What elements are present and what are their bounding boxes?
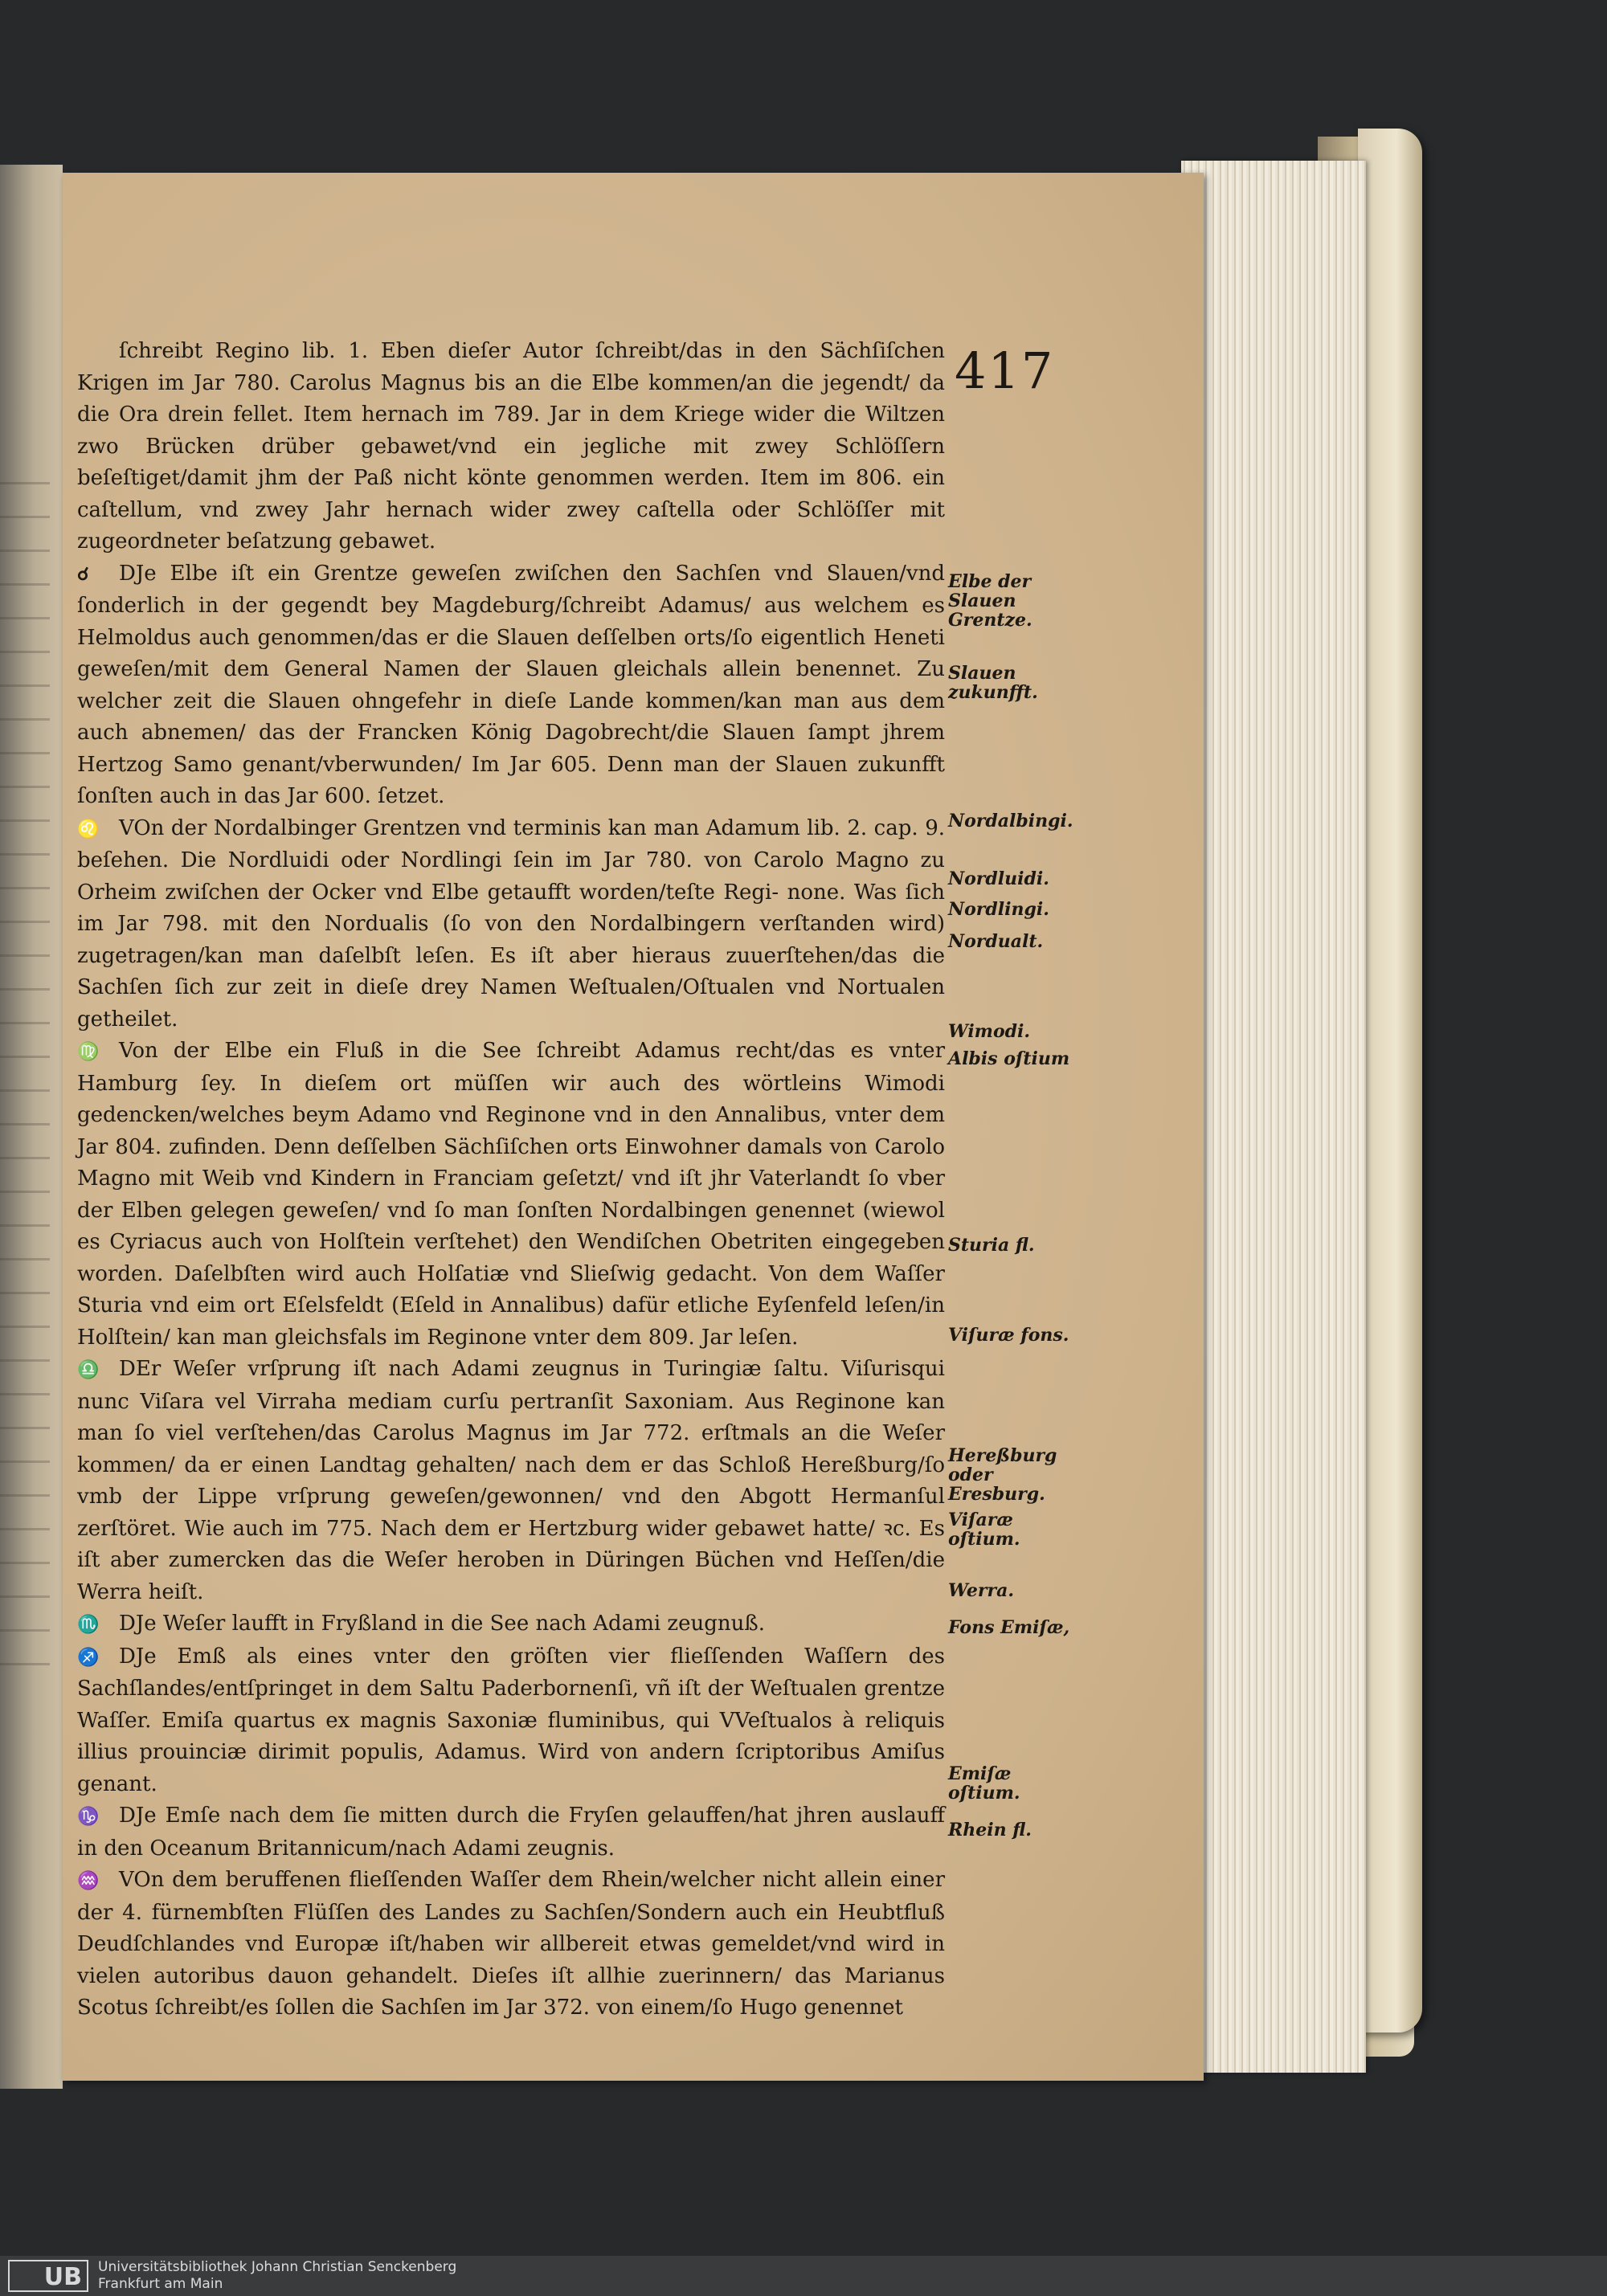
paragraph (77, 1036, 945, 1354)
paragraph-text: VOn dem beruffenen flieſſenden Waſſer dem Rhein/welcher nicht allein einer der 4. fürnembſten Flüſſen des Landes zu Sachſen/Sondern auch ein Heubtfluß Deudſchlandes vnd Europæ iſt/haben wir allbereit etwas gemeldet/vnd wird in vielen autoribus dauon gehandelt. Dieſes iſt allhie zuerinnern/ das Marianus Scotus ſchreibt/es ſollen die Sachſen im Jar 372. von einem/ſo Hugo genennet (77, 1868, 945, 2020)
paragraph (77, 1608, 945, 1641)
paragraph (77, 336, 945, 558)
margin-note: Wimodi. (948, 1021, 1031, 1042)
paragraph-text: VOn der Nordalbinger Grentzen vnd terminis kan man Adamum lib. 2. cap. 9. beſehen. Die Nordluidi oder Nordlingi ſein im Jar 780. von Carolo Magno zu Orheim zwiſchen der Ocker vnd Elbe getaufft worden/teſte Regi‑ none. Was ſich im Jar 798. mit den Nordualis (ſo von den Nordalbingern verſtanden wird) zugetragen/kan man daſelbſt leſen. Es iſt aber hieraus zuuerſtehen/das die Sachſen ſich zur zeit in dieſe drey Namen Weſtualen/Oſtualen vnd Nortualen getheilet. (77, 815, 945, 1032)
paragraph-text: DJe Weſer laufft in Fryßland in die See nach Adami zeugnuß. (119, 1612, 766, 1636)
library-logo: UB (8, 2260, 88, 2292)
paragraph-text: Von der Elbe ein Fluß in die See ſchreibt Adamus recht/das es vnter Hamburg ſey. In dieſem ort müſſen wir auch des wörtleins Wimodi gedencken/welches beym Adamo vnd Reginone vnd in den Annalibus, vnter dem Jar 804. zufinden. Denn deſſelben Sächſiſchen orts Einwohner damals von Carolo Magno mit Weib vnd Kindern in Franciam geſetzt/ vnd iſt jhr Vaterlandt ſo vber der Elben gelegen geweſen/ vnd ſo man ſonſten Nordalbingen genennet (wiewol es Cyriacus auch von Holſtein verſtehet) den Wendiſchen Obetriten eingegeben worden. Daſelbſten wird auch Holſatiæ vnd Slieſwig gedacht. Von dem Waſſer Sturia vnd eim ort Eſelsfeldt (Eſeld in Annalibus) dafür etliche Eyſenfeld leſen/in Holſtein/ kan man gleichsfals im Reginone vnter dem 809. Jar leſen. (77, 1039, 945, 1350)
paragraph-mark: ♎ (77, 1359, 100, 1380)
paragraph-mark: ♑ (77, 1806, 100, 1827)
paragraph (77, 813, 945, 1036)
margin-note: Nordalbingi. (948, 811, 1073, 831)
page-number: 417 (955, 341, 1055, 400)
margin-note: Nordlingi. (948, 899, 1049, 920)
paragraph-text: DJe Elbe iſt ein Grentze geweſen zwiſchen den Sachſen vnd Slauen/vnd ſonderlich in der gegendt bey Magdeburg/ſchreibt Adamus/ aus welchem es Helmoldus auch genommen/das er die Slauen deſſelben orts/ſo eigentlich Heneti geweſen/mit dem General Namen der Slauen gleichals allein benennet. Zu welcher zeit die Slauen ohngefehr in dieſe Lande kommen/kan man aus dem auch abnemen/ das der Francken König Dagobrecht/die Slauen ſampt jhrem Hertzog Samo genant/vberwunden/ Im Jar 605. Denn man der Slauen zukunfft ſonſten auch in das Jar 600. ſetzet. (77, 561, 945, 808)
library-credit (98, 2259, 456, 2293)
margin-note: Slauen zukunfft. (948, 663, 1038, 703)
margin-note: Nordluidi. (948, 868, 1049, 889)
margin-note: Fons Emiſæ, (948, 1617, 1070, 1638)
margin-note: Viſuræ fons. (948, 1325, 1069, 1346)
margin-note: Emiſæ oſtium. (948, 1763, 1020, 1804)
paragraph-mark: ♏ (77, 1614, 100, 1635)
library-name: Universitätsbibliothek Johann Christian Senckenberg (98, 2259, 457, 2275)
paragraph-text: DEr Weſer vrſprung iſt nach Adami zeugnus in Turingiæ ſaltu. Viſurisqui nunc Viſara vel Virraha mediam curſu pertranſit Saxoniam. Aus Reginone kan man ſo viel verſtehen/das Carolus Magnus im Jar 772. erſtmals an die Weſer kommen/ da er einen Landtag gehalten/ nach dem er das Schloß Hereßburg/ſo vmb der Lippe vrſprung geweſen/gewonnen/ vnd den Abgott Hermanſul zerſtöret. Wie auch im 775. Nach dem er Hertzburg wider gebawet hatte/ ꝛc. Es iſt aber zumercken das die Weſer heroben in Düringen Büchen vnd Heſſen/die Werra heiſt. (77, 1357, 945, 1604)
margin-note: Nordualt. (948, 931, 1044, 952)
main-text (77, 336, 945, 2024)
paragraph-text: ſchreibt Regino lib. 1. Eben dieſer Autor ſchreibt/das in den Sächſiſchen Krigen im Jar 780. Carolus Magnus bis an die Elbe kommen/an die jegendt/ da die Ora drein fellet. Item hernach im 789. Jar in dem Kriege wider die Wiltzen zwo Brücken drüber gebawet/vnd ein jegliche mit zwey Schlöſſern beſeſtiget/damit jhm der Paß nicht könte genommen werden. Item im 806. ein caſtellum, vnd zwey Jahr hernach wider zwey caſtella oder Schlöſſer mit zugeordneter beſatzung gebawet. (77, 339, 945, 554)
library-city: Frankfurt am Main (98, 2276, 223, 2292)
paragraph (77, 1641, 945, 1801)
paragraph-mark: ♐ (77, 1646, 100, 1668)
book-cover-edge (1358, 129, 1422, 2032)
paragraph-text: DJe Emſe nach dem ſie mitten durch die Fryſen gelauffen/hat jhren auslauff in den Oceanum Britannicum/nach Adami zeugnis. (77, 1804, 945, 1861)
margin-note: Viſaræ oſtium. (948, 1510, 1020, 1550)
paragraph-mark: ♍ (77, 1041, 100, 1062)
margin-note: Sturia fl. (948, 1235, 1035, 1256)
paragraph-mark: ♒ (77, 1870, 100, 1891)
margin-note: Werra. (948, 1580, 1015, 1601)
paragraph (77, 1354, 945, 1608)
paragraph-text: DJe Emß als eines vnter den gröſten vier flieſſenden Waſſern des Sachſlandes/entſpringet in dem Saltu Paderbornenſi, vñ iſt der Weſtualen grentze Waſſer. Emiſa quartus ex magnis Saxoniæ fluminibus, qui VVeſtualos à reliquis illius prouinciæ dirimit populis, Adamus. Wird von andern ſcriptoribus Amiſus genant. (77, 1644, 945, 1796)
paragraph-mark: ☌ (77, 563, 89, 585)
margin-note: Rhein fl. (948, 1820, 1032, 1840)
paragraph (77, 1865, 945, 2024)
page-stack-edge (1181, 161, 1366, 2073)
facing-page-text-edge (0, 482, 50, 1687)
margin-note: Hereßburg oder Eresburg. (948, 1445, 1057, 1505)
margin-note: Elbe der Slauen Grentze. (948, 571, 1032, 631)
paragraph-mark: ♌ (77, 818, 100, 840)
margin-note: Albis oſtium (948, 1048, 1070, 1069)
paragraph (77, 1800, 945, 1865)
paragraph (77, 558, 945, 813)
